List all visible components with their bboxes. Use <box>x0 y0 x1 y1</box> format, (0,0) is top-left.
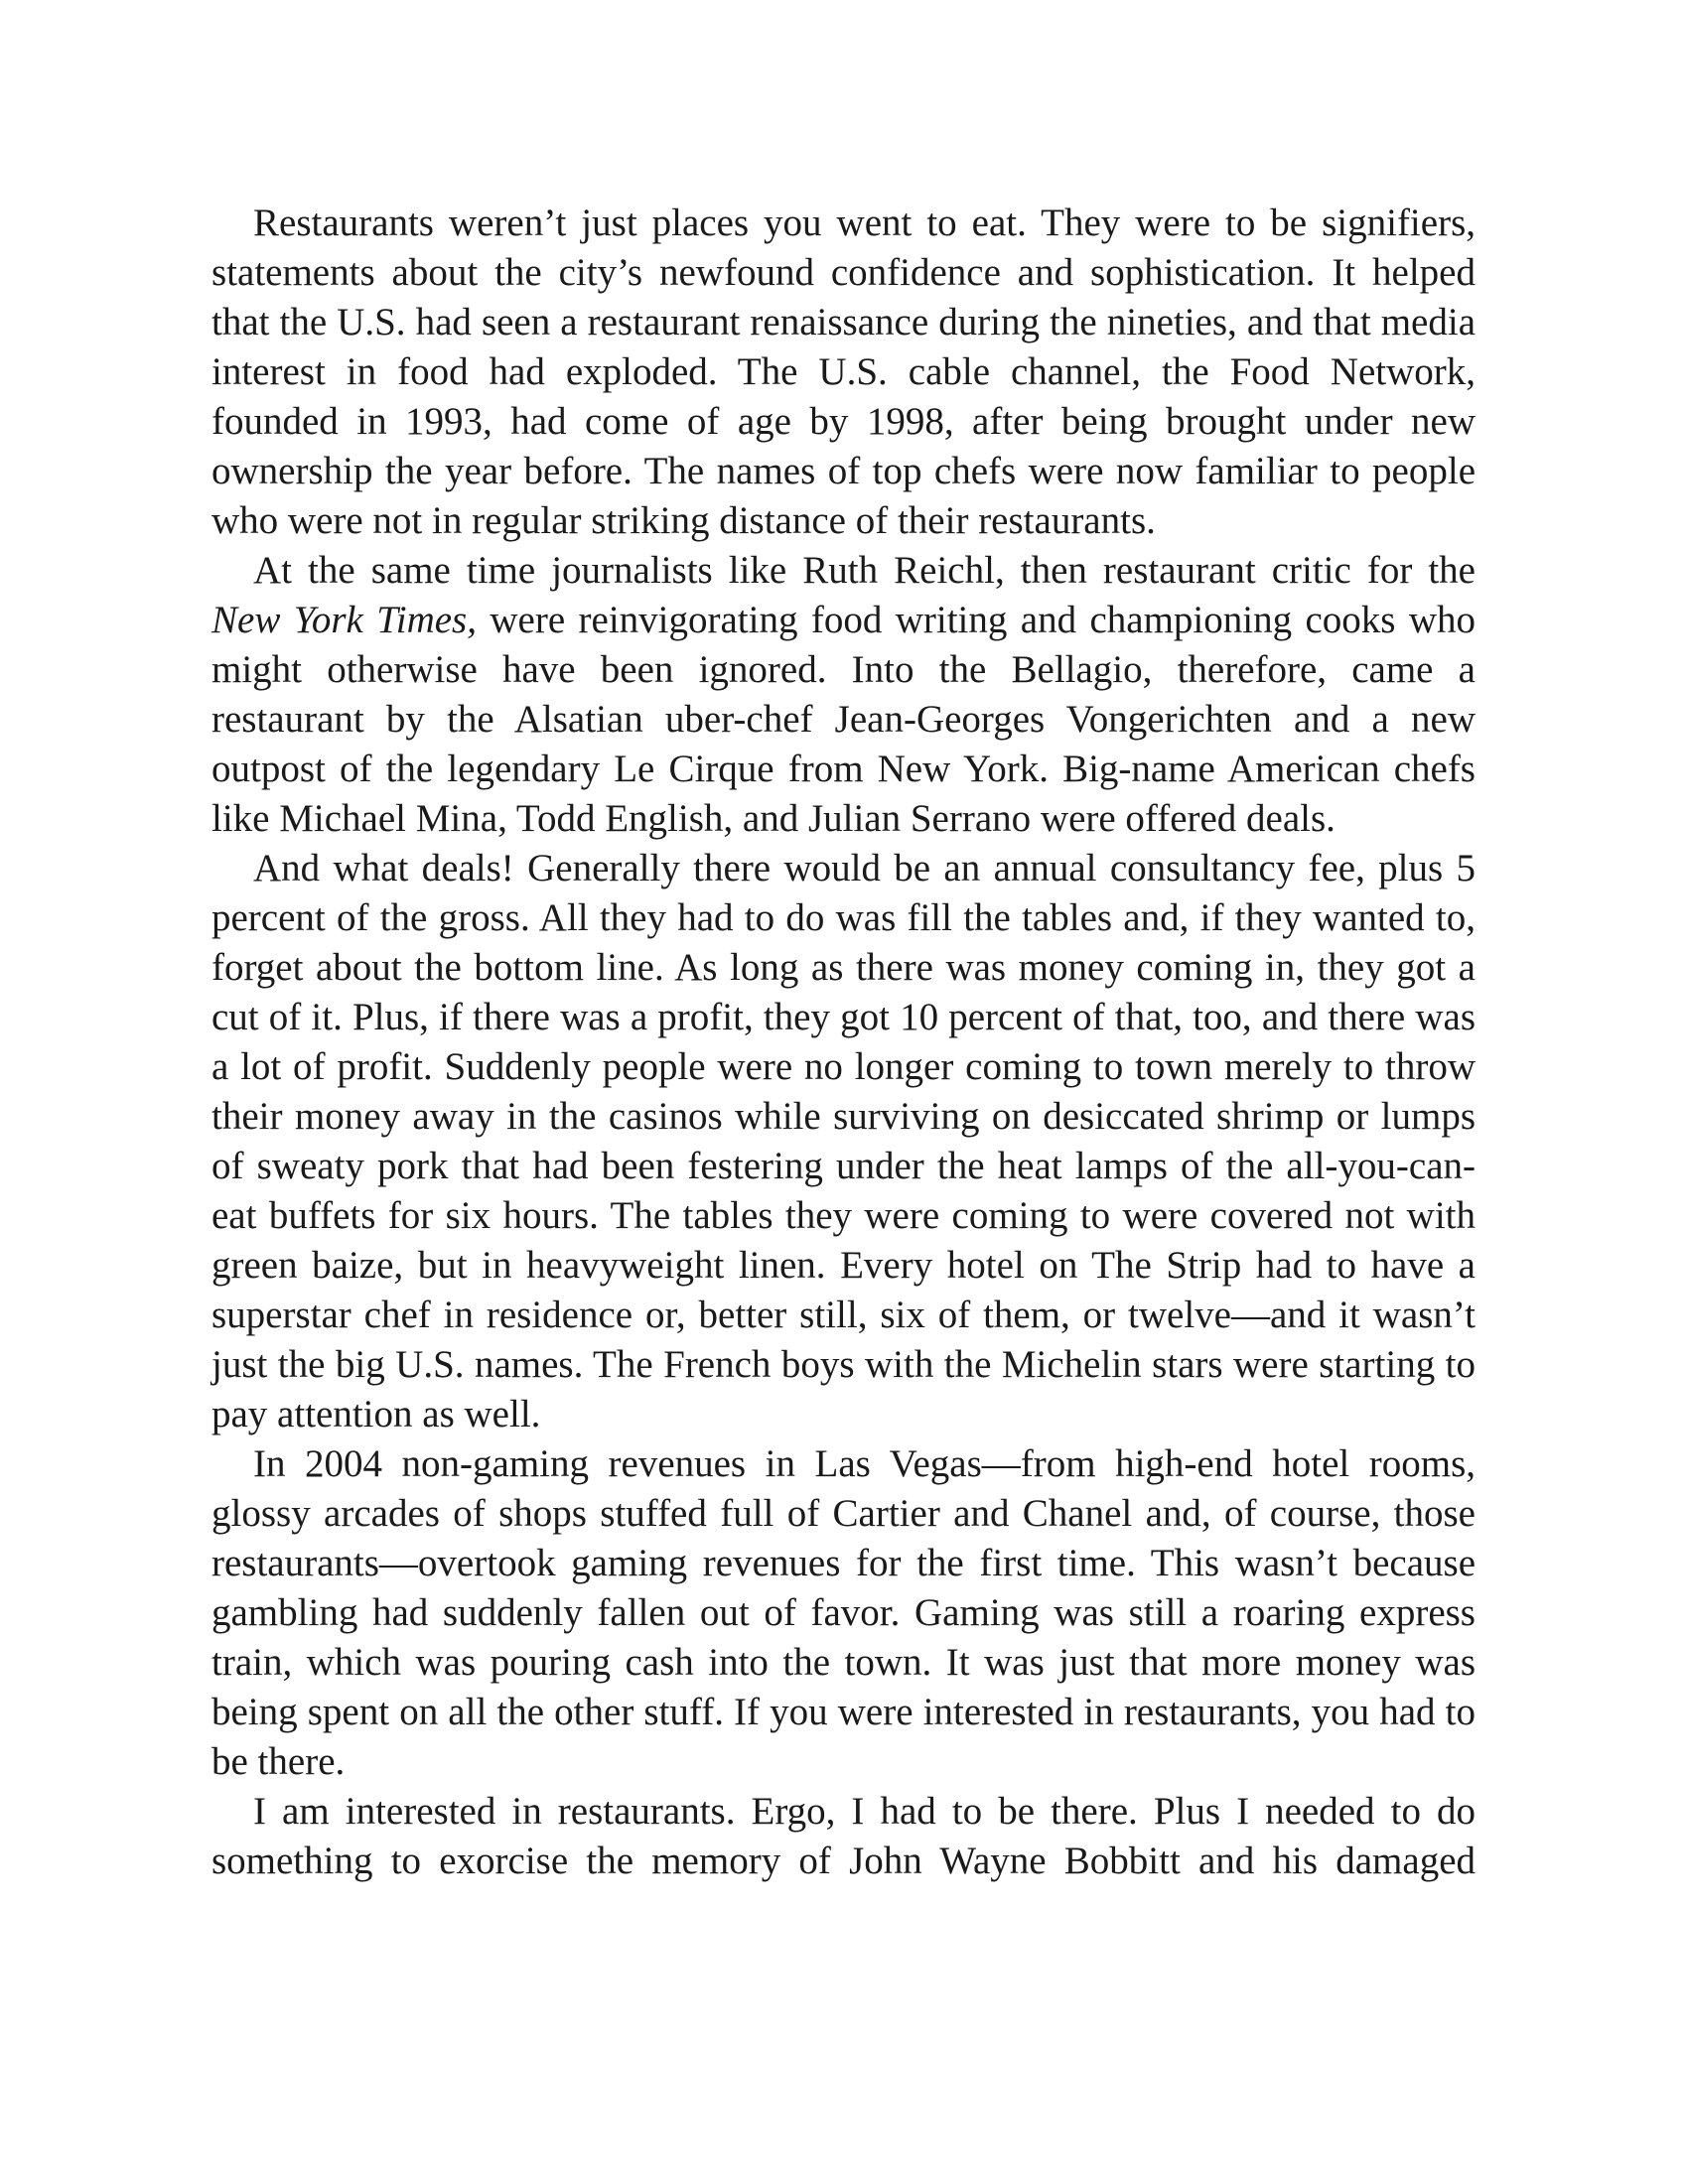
newspaper-title: New York Times, <box>211 599 477 641</box>
paragraph-3: And what deals! Generally there would be an annual consultancy fee, plus 5 percent of the gross. All they had to do was fill the tables and, if they wanted to, forget about the bottom line. As long as there was money coming in, they got a cut of it. Plus, if there was a profit, they got 10 percent of that, too, and there was a lot of profit. Suddenly people were no longer coming to town merely to throw their money away in the casinos while surviving on desiccated shrimp or lumps of sweaty pork that had been festering under the heat lamps of the all-you-can-eat buffets for six hours. The tables they were coming to were covered not with green baize, but in heavyweight linen. Every hotel on The Strip had to have a superstar chef in residence or, better still, six of them, or twelve—and it wasn’t just the big U.S. names. The French boys with the Michelin stars were starting to pay attention as well. <box>211 847 1476 1435</box>
paragraph-2-lead: At the same time journalists like Ruth Reichl, then restaurant critic for the <box>253 549 1476 592</box>
paragraph-5: I am interested in restaurants. Ergo, I had to be there. Plus I needed to do something to exorcise the memory of John Wayne Bobbitt and his damaged <box>211 1790 1476 1882</box>
paragraph-2 <box>211 546 1476 844</box>
paragraph-2-rest: were reinvigorating food writing and championing cooks who might otherwise have been ignored. Into the Bellagio, therefore, came a restaurant by the Alsatian uber-chef Jean-Georges Vongerichten and a new outpost of the legendary Le Cirque from New York. Big-name American chefs like Michael Mina, Todd English, and Julian Serrano were offered deals. <box>211 599 1476 840</box>
paragraph-1: Restaurants weren’t just places you went to eat. They were to be signifiers, statements about the city’s newfound confidence and sophistication. It helped that the U.S. had seen a restaurant renaissance during the nineties, and that media interest in food had exploded. The U.S. cable channel, the Food Network, founded in 1993, had come of age by 1998, after being brought under new ownership the year before. The names of top chefs were now familiar to people who were not in regular striking distance of their restaurants. <box>211 202 1476 542</box>
page-body <box>211 199 1476 1886</box>
paragraph-4: In 2004 non-gaming revenues in Las Vegas—from high-end hotel rooms, glossy arcades of shops stuffed full of Cartier and Chanel and, of course, those restaurants—overtook gaming revenues for the first time. This wasn’t because gambling had suddenly fallen out of favor. Gaming was still a roaring express train, which was pouring cash into the town. It was just that more money was being spent on all the other stuff. If you were interested in restaurants, you had to be there. <box>211 1442 1476 1783</box>
